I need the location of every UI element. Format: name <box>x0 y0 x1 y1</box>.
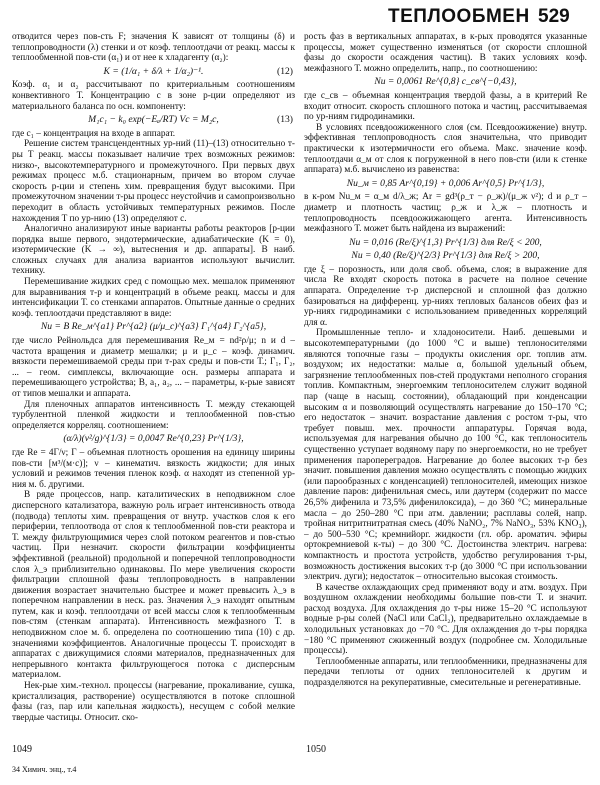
equation-text: M₁c₁ − k₀ exp(−Eₐ/RT) Vc = M₂c, <box>88 114 219 126</box>
right-column <box>304 32 587 762</box>
equation-text: Nu = 0,016 (Re/ξ)^{1,3} Pr^{1/3} для Re/ξ < 200, <box>349 236 542 248</box>
paragraph: Коэф. α₁ и α₂ рассчитывают по критериальным соотношениям конвективного Т. Концентрацию c в зоне р-ции определяют из материального баланса по осн. компоненту: <box>12 80 295 112</box>
page-header <box>0 6 600 32</box>
running-title: ТЕПЛООБМЕН <box>388 6 530 27</box>
paragraph: где c_св – объемная концентрация твердой фазы, а в критерий Re входит относит. скорость сплошного потока и частиц, рассчитываемая по ур-ниям гидродинамики. <box>304 90 587 123</box>
equation-text: Nu = 0,40 (Re/ξ)^{2/3} Pr^{1/3} для Re/ξ > 200, <box>351 250 540 262</box>
paragraph: В качестве охлаждающих сред применяют воду и атм. воздух. При воздушном охлаждении необходимы большие пов-сти Т. и значит. расход воздуха. Для охлаждения до т-ры ниже 15–20 °С используют водные р-ры солей (NaCl или CaCl₂), предварительно охлаждаемые в холодильных установках до −70 °С. Для охлаждения до т-ры порядка −180 °С применяют сжиженный воздух (подробнее см. Холодильные процессы). <box>304 582 587 657</box>
paragraph: Аналогично анализируют иные варианты работы реакторов [р-ции порядка выше первого, эндотермические, адиабатические (K = 0), изотермические (K → ∞), вытеснения и др. аппараты]. В наиб. сложных случаях для анализа вариантов используют вычислит. технику. <box>12 224 295 277</box>
equation-text: Nu = B Re_м^{a1} Pr^{a2} (μ/μ_c)^{a3} Γ₁^{a4} Γ₂^{a5}, <box>40 321 267 333</box>
paragraph: Для пленочных аппаратов интенсивность Т. между стекающей турбулентной пленкой жидкости и теплообменной пов-стью определяется корреляц. соотношением: <box>12 399 295 431</box>
header-page-number: 529 <box>538 6 570 27</box>
equation-number: (12) <box>277 65 293 77</box>
equation-17 <box>304 179 587 190</box>
equation-text: K = (1/α₁ + δ/λ + 1/α₂)⁻¹. <box>103 65 204 77</box>
paragraph: Нек-рые хим.-технол. процессы (нагревание, прокаливание, сушка, кристаллизация, растворение) осуществляются в потоке сплошной фазы (газ, пар или капельная жидкость), несущем с собой мелкие твердые частицы. Относит. ско- <box>12 681 295 723</box>
paragraph: Перемешивание жидких сред с помощью мех. мешалок применяют для выравнивания т-р и концентраций в объеме реакц. массы и для интенсификации Т. со стенками аппаратов. Опытные данные о средних коэф. теплоотдачи представляют в виде: <box>12 277 295 319</box>
paragraph: отводится через пов-сть F; значения K зависят от толщины (δ) и теплопроводности (λ) стенки и от коэф. теплоотдачи от реакц. массы к теплообменной пов-сти (α₁) и от нее к хладагенту (α₂): <box>12 32 295 64</box>
equation-number: (13) <box>277 114 293 126</box>
equation-18b <box>304 251 587 262</box>
paragraph: В условиях псевдоожиженного слоя (см. Псевдоожижение) внутр. эффективная теплопроводность слоя значительна, что приводит практически к изотермичности его объема. Макс. значение коэф. теплоотдачи α_м от слоя к погруженной в него пов-сти (или к стенке аппарата) м.б. вычислено из равенства: <box>304 122 587 176</box>
equation-14 <box>12 322 295 333</box>
equation-13 <box>12 115 295 126</box>
paragraph: Промышленные тепло- и хладоносители. Наиб. дешевыми и высокотемпературными (до 1000 °С и выше) теплоносителями являются топочные газы – продукты окисления орг. топлив атм. воздухом; их недостатки: малые α, большой удельный объем, загрязнение теплообменных пов-стей продуктами неполного сгорания топлив. Компактным, энергоемким теплоносителем служит водяной пар (чаще в насыщ. состоянии), обладающий при конденсации высоким α и позволяющий осуществлять нагревание до 150–170 °С; его недостаток – значит. возрастание давления с ростом т-ры, что требует повыш. мех. прочности аппаратуры. Горячая вода, используемая для нагревания обычно до 100 °С, как теплоноситель существенно уступает водяному пару по энергоемкости, но не требует применения паропереградов. Нагревание до более высоких т-р без значит. повышения давления можно осуществлять с помощью жидких (или парообразных с конденсацией) теплоносителей, имеющих низкое давление паров: дифенильная смесь, или даутерм (содержит по массе 26,5% дифенила и 73,5% дифенилоксида), – до 360 °С; минеральные масла – до 250–280 °С при атм. давлении; расплавы солей, напр. тройная нитритнитратная смесь (40% NaNO₂, 7% NaNO₃, 53% KNO₃), – до 500–530 °С; кремнийорг. жидкости (гл. обр. ароматич. эфиры ортокремниевой к-ты) – до 300 °С. Достоинства электрич. нагрева: компактность и простота устройств, удобство регулирования т-ры, возможность достижения высоких т-р (до 3000 °С при использовании электрич. дуги); недостаток – относительно высокая стоимость. <box>304 328 587 583</box>
equation-text: Nu_м = 0,85 Ar^{0,19} + 0,006 Ar^{0,5} Pr^{1/3}, <box>346 177 545 189</box>
paragraph: где число Рейнольдса для перемешивания Re_м = nd²ρ/μ; n и d – частота вращения и диаметр мешалки; μ и μ_c – коэф. динамич. вязкости перемешиваемой среды при т-рах среды и пов-сти Т.; Γ₁, Γ₂, ... – геом. симплексы, включающие осн. размеры аппарата и перемешивающего устройства; B, a₁, a₂, ... – параметры, к-рые зависят от типов мешалки и аппарата. <box>12 336 295 399</box>
paragraph: В ряде процессов, напр. каталитических в неподвижном слое дисперсного катализатора, важную роль играет интенсивность отвода (подвода) теплоты хим. превращения от внутр. участков слоя к его периферии, теплоотвода от слоя к теплообменной пов-сти реактора и Т. между фильтрующимися через слой потоком реагентов и пов-стью частиц. При незначит. скорости фильтрации коэффициенты эффективной (реальной) продольной и поперечной теплопроводности слоя λ_э приблизительно одинаковы. По мере увеличения скорости фильтрации сплошной фазы теплопроводность в направлении движения возрастает значительно быстрее и может превысить λ_э в поперечном направлении в неск. раз. Значения λ_э находят опытным путем, как и коэф. теплоотдачи от всей массы слоя к теплообменным пов-стям (стенкам аппарата). Интенсивность межфазного Т. в неподвижном слое м. б. определена по соотношению типа (10) с др. значениями коэффициентов. Аналогичные процессы Т. происходят в аппаратах с движущимися слоями материалов, предназначенных для непрерывного контакта фильтрующегося потока с дисперсным материалом. <box>12 490 295 681</box>
paragraph: рость фаз в вертикальных аппаратах, в к-рых проводятся указанные процессы, может существенно изменяться (от скорости сплошной фазы до скорости осаждения частиц). В таких условиях коэф. межфазного Т. можно определить, напр., по соотношению: <box>304 32 587 74</box>
equation-text: Nu = 0,0061 Re^{0,8} c_св^{−0,43}, <box>374 76 517 88</box>
left-column <box>12 32 295 762</box>
paragraph: где Re = 4Г/ν; Г – объемная плотность орошения на единицу ширины пов-сти [м³/(м·с)]; ν – кинематич. вязкость жидкости; для иных условий и режимов течения пленок коэф. α находят из степенной ур-ния м. б. другими. <box>12 447 295 490</box>
right-page-number: 1050 <box>306 744 326 755</box>
equation-text: (α/λ)(ν²/g)^{1/3} = 0,0047 Re^{0,23} Pr^{1/3}, <box>63 433 244 445</box>
equation-12 <box>12 67 295 78</box>
printer-signature: 34 Химич. энц., т.4 <box>12 765 77 774</box>
equation-16 <box>304 77 587 88</box>
paragraph: Решение систем трансцендентных ур-ний (11)–(13) относительно т-ры T реакц. массы показывает наличие трех возможных режимов: низко-, высокотемпературного и промежуточного. При первых двух режимах процесс м.б. стационарным, причем во втором случае скорость р-ции и степень хим. превращения будут высокими. При промежуточном значении т-ры процесс неустойчив и самопроизвольно переходит в область устойчивых температурных режимов. После нахождения T по ур-нию (13) определяют c. <box>12 139 295 224</box>
paragraph: Теплообменные аппараты, или теплообменники, предназначены для передачи теплоты от одних теплоносителей к другим и подразделяются на рекуперативные, смесительные и регенеративные. <box>304 656 587 689</box>
left-page-number: 1049 <box>12 744 32 755</box>
equation-15 <box>12 434 295 445</box>
equation-18a <box>304 238 587 249</box>
paragraph: в к-ром Nu_м = α_м d/λ_ж; Ar = gd³(ρ_т − ρ_ж)/(μ_ж ν²); d и ρ_т – диаметр и плотность частиц; ρ_ж и λ_ж – плотность и теплопроводность псевдоожижающего агента. Интенсивность межфазного Т. может быть найдена из выражений: <box>304 192 587 235</box>
paragraph: где c₁ – концентрация на входе в аппарат. <box>12 128 176 139</box>
paragraph: где ξ – порозность, или доля своб. объема, слоя; в выражение для числа Re входят скорость потока в расчете на полное сечение аппарата. Определение т-р дисперсной и сплошной фаз должно базироваться на дифференц. ур-ниях тепловых балансов обеих фаз и ур-ниях гидродинамики с использованием приведенных корреляций для α. <box>304 264 587 328</box>
